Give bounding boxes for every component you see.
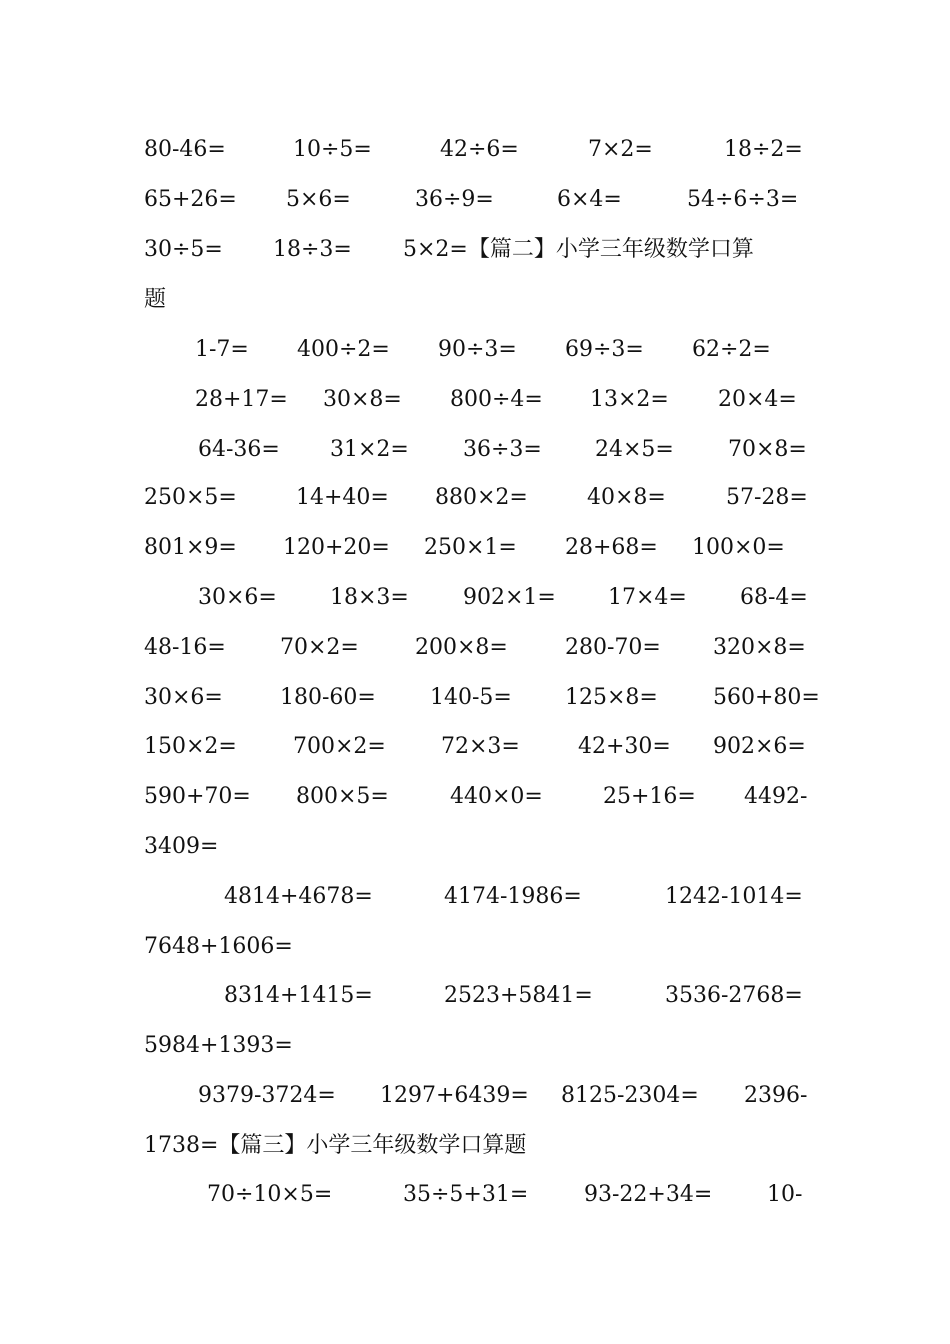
arithmetic-problem: 250×1= (424, 535, 517, 560)
arithmetic-problem: 3536-2768= (665, 983, 803, 1008)
arithmetic-problem: 69÷3= (565, 337, 644, 362)
text-line (0, 777, 950, 817)
arithmetic-problem: 250×5= (144, 485, 237, 510)
arithmetic-problem: 200×8= (415, 635, 508, 660)
arithmetic-problem: 125×8= (565, 685, 658, 710)
arithmetic-problem: 93-22+34= (584, 1182, 713, 1207)
arithmetic-problem: 280-70= (565, 635, 661, 660)
text-line (0, 528, 950, 568)
arithmetic-problem: 70×2= (280, 635, 359, 660)
arithmetic-problem: 31×2= (330, 437, 409, 462)
text-line (0, 678, 950, 718)
text-line (0, 927, 950, 967)
arithmetic-problem: 18÷3= (273, 237, 352, 262)
arithmetic-problem: 440×0= (450, 784, 543, 809)
arithmetic-problem: 902×1= (463, 585, 556, 610)
arithmetic-problem: 2396- (744, 1083, 808, 1108)
arithmetic-problem: 880×2= (435, 485, 528, 510)
arithmetic-problem: 590+70= (144, 784, 251, 809)
text-line (0, 380, 950, 420)
arithmetic-problem: 62÷2= (692, 337, 771, 362)
arithmetic-problem: 64-36= (198, 437, 280, 462)
arithmetic-problem: 1-7= (195, 337, 249, 362)
arithmetic-problem: 4492- (744, 784, 808, 809)
text-line (0, 578, 950, 618)
arithmetic-problem: 150×2= (144, 734, 237, 759)
section-heading: 题 (144, 287, 167, 312)
arithmetic-problem: 48-16= (144, 635, 226, 660)
arithmetic-problem: 65+26= (144, 187, 237, 212)
arithmetic-problem: 700×2= (293, 734, 386, 759)
arithmetic-problem: 20×4= (718, 387, 797, 412)
arithmetic-problem: 7648+1606= (144, 934, 293, 959)
arithmetic-problem: 400÷2= (297, 337, 390, 362)
arithmetic-problem: 35÷5+31= (403, 1182, 529, 1207)
arithmetic-problem: 6×4= (557, 187, 622, 212)
text-line (0, 1175, 950, 1215)
arithmetic-problem: 72×3= (441, 734, 520, 759)
arithmetic-problem: 100×0= (692, 535, 785, 560)
text-line (0, 1076, 950, 1116)
arithmetic-problem: 5984+1393= (144, 1033, 293, 1058)
arithmetic-problem: 18×3= (330, 585, 409, 610)
text-line (0, 1026, 950, 1066)
arithmetic-problem: 4174-1986= (444, 884, 582, 909)
section-heading: 1738=【篇三】小学三年级数学口算题 (144, 1133, 527, 1158)
arithmetic-problem: 801×9= (144, 535, 237, 560)
arithmetic-problem: 28+17= (195, 387, 288, 412)
text-line (0, 180, 950, 220)
arithmetic-problem: 40×8= (587, 485, 666, 510)
arithmetic-problem: 54÷6÷3= (687, 187, 799, 212)
arithmetic-problem: 18÷2= (724, 137, 803, 162)
arithmetic-problem: 24×5= (595, 437, 674, 462)
arithmetic-problem: 9379-3724= (198, 1083, 336, 1108)
arithmetic-problem: 28+68= (565, 535, 658, 560)
arithmetic-problem: 120+20= (283, 535, 390, 560)
arithmetic-problem: 25+16= (603, 784, 696, 809)
arithmetic-problem: 5×6= (286, 187, 351, 212)
arithmetic-problem: 800×5= (296, 784, 389, 809)
text-line (0, 976, 950, 1016)
text-line (0, 1126, 950, 1166)
arithmetic-problem: 80-46= (144, 137, 226, 162)
text-line (0, 230, 950, 270)
arithmetic-problem: 4814+4678= (224, 884, 373, 909)
arithmetic-problem: 320×8= (713, 635, 806, 660)
arithmetic-problem: 800÷4= (450, 387, 543, 412)
arithmetic-problem: 57-28= (726, 485, 808, 510)
section-heading: 5×2=【篇二】小学三年级数学口算 (403, 237, 754, 262)
arithmetic-problem: 2523+5841= (444, 983, 593, 1008)
arithmetic-problem: 30×6= (144, 685, 223, 710)
text-line (0, 727, 950, 767)
arithmetic-problem: 30×6= (198, 585, 277, 610)
text-line (0, 827, 950, 867)
arithmetic-problem: 36÷9= (415, 187, 494, 212)
arithmetic-problem: 42+30= (578, 734, 671, 759)
arithmetic-problem: 70×8= (728, 437, 807, 462)
text-line (0, 430, 950, 470)
text-line (0, 330, 950, 370)
arithmetic-problem: 14+40= (296, 485, 389, 510)
arithmetic-problem: 10- (767, 1182, 803, 1207)
text-line (0, 478, 950, 518)
arithmetic-problem: 30÷5= (144, 237, 223, 262)
text-line (0, 628, 950, 668)
arithmetic-problem: 1297+6439= (380, 1083, 529, 1108)
arithmetic-problem: 90÷3= (438, 337, 517, 362)
text-line (0, 130, 950, 170)
arithmetic-problem: 10÷5= (293, 137, 372, 162)
arithmetic-problem: 8125-2304= (561, 1083, 699, 1108)
arithmetic-problem: 3409= (144, 834, 219, 859)
arithmetic-problem: 140-5= (430, 685, 512, 710)
arithmetic-problem: 180-60= (280, 685, 376, 710)
arithmetic-problem: 68-4= (740, 585, 808, 610)
arithmetic-problem: 70÷10×5= (207, 1182, 333, 1207)
arithmetic-problem: 42÷6= (440, 137, 519, 162)
arithmetic-problem: 7×2= (588, 137, 653, 162)
arithmetic-problem: 8314+1415= (224, 983, 373, 1008)
arithmetic-problem: 1242-1014= (665, 884, 803, 909)
arithmetic-problem: 902×6= (713, 734, 806, 759)
arithmetic-problem: 17×4= (608, 585, 687, 610)
arithmetic-problem: 13×2= (590, 387, 669, 412)
arithmetic-problem: 36÷3= (463, 437, 542, 462)
arithmetic-problem: 30×8= (323, 387, 402, 412)
text-line (0, 877, 950, 917)
text-line (0, 280, 950, 320)
arithmetic-problem: 560+80= (713, 685, 820, 710)
